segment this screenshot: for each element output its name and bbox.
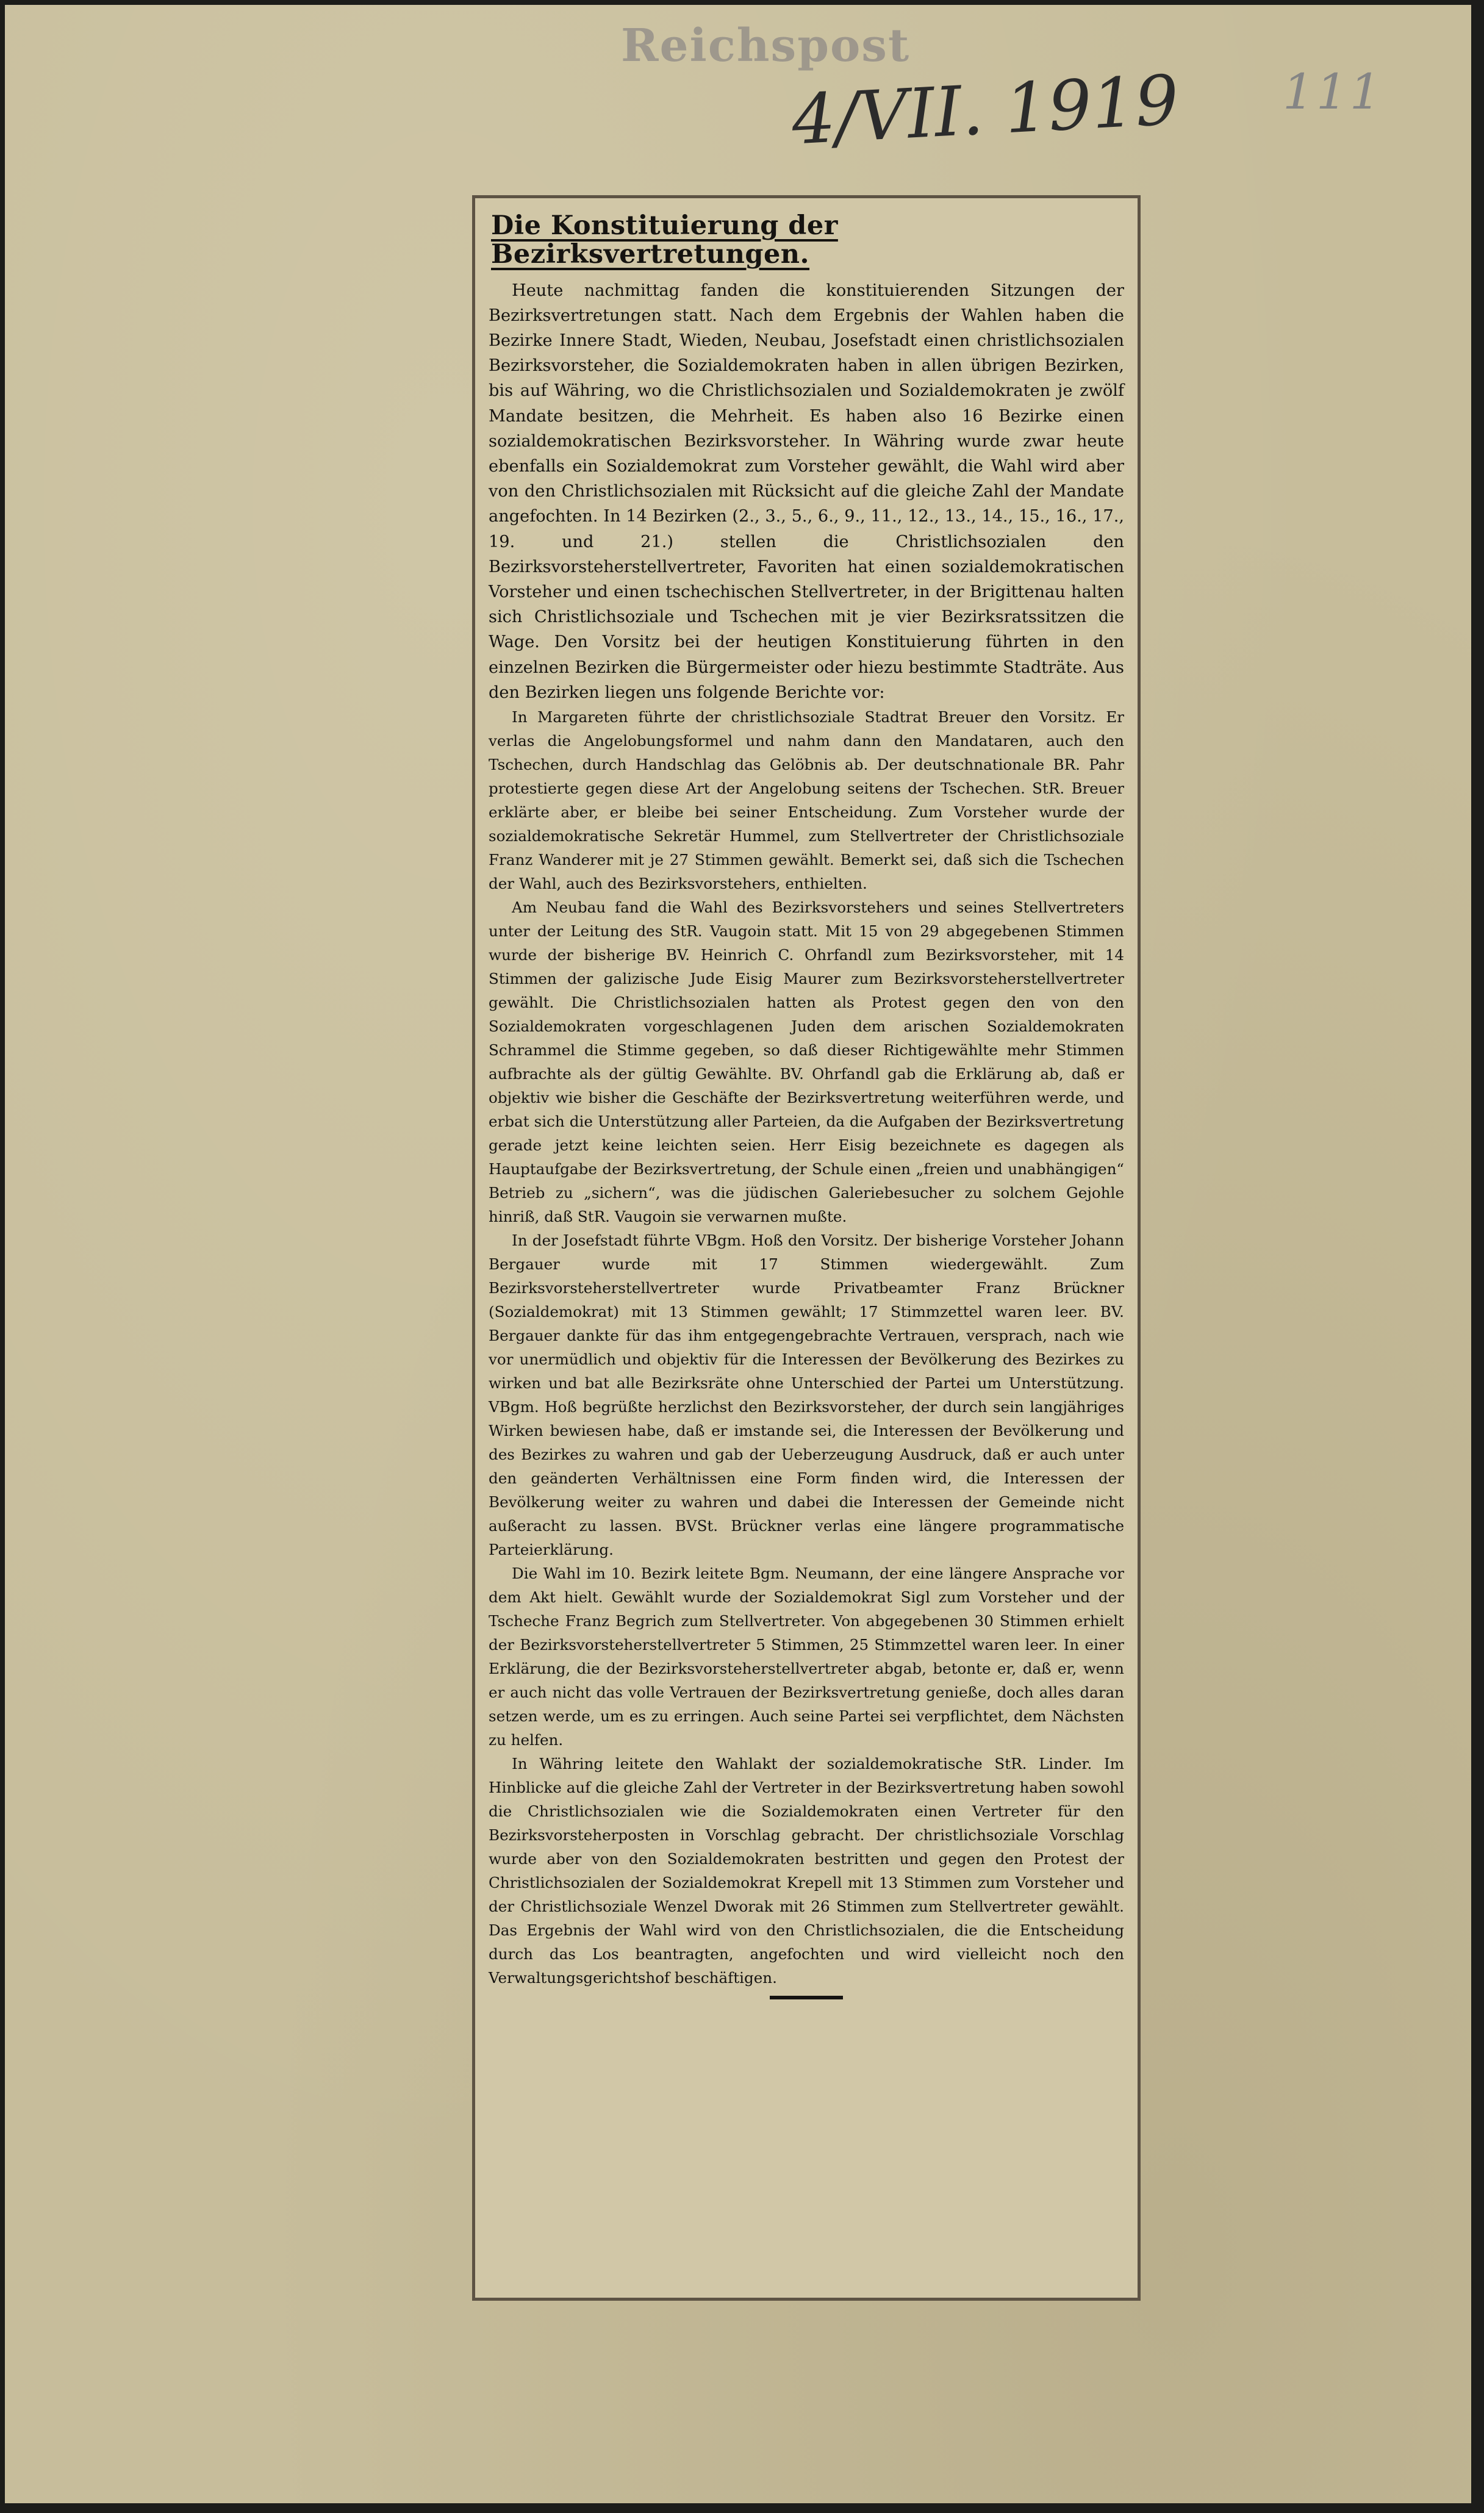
article-headline: Die Konstituierung der Bezirksvertretungen. (491, 210, 838, 270)
article-lead (489, 278, 1124, 705)
end-rule (770, 1996, 843, 1999)
paragraph-bezirk-10: Die Wahl im 10. Bezirk leitete Bgm. Neumann, der eine längere Ansprache vor dem Akt hielt. Gewählt wurde der Sozialdemokrat Sigl zum Vorsteher und der Tscheche Franz Begrich zum Stellvertreter. Von abgegebenen 30 Stimmen erhielt der Bezirksvorsteherstellvertreter 5 Stimmen, 25 Stimmzettel waren leer. In einer Erklärung, die der Bezirksvorsteherstellvertreter abgab, betonte er, daß er, wenn er auch nicht das volle Vertrauen der Bezirksvertretung genieße, doch alles daran setzen werde, um es zu erringen. Auch seine Partei sei verpflichtet, dem Nächsten zu helfen. (489, 1565, 1124, 1749)
newspaper-clipping (472, 195, 1141, 2301)
handwritten-date: 4/VII. 1919 (790, 60, 1181, 160)
paragraph-intro: Heute nachmittag fanden die konstituierenden Sitzungen der Bezirksvertretungen statt. Nach dem Ergebnis der Wahlen haben die Bezirke Innere Stadt, Wieden, Neubau, Josefstadt einen christlichsozialen Bezirksvorsteher, die Sozialdemokraten haben in allen übrigen Bezirken, bis auf Währing, wo die Christlichsozialen und Sozialdemokraten je zwölf Mandate besitzen, die Mehrheit. Es haben also 16 Bezirke einen sozialdemokratischen Bezirksvorsteher. In Währing wurde zwar heute ebenfalls ein Sozialdemokrat zum Vorsteher gewählt, die Wahl wird aber von den Christlichsozialen mit Rücksicht auf die gleiche Zahl der Mandate angefochten. In 14 Bezirken (2., 3., 5., 6., 9., 11., 12., 13., 14., 15., 16., 17., 19. und 21.) stellen die Christlichsozialen den Bezirksvorsteherstellvertreter, Favoriten hat einen sozialdemokratischen Vorsteher und einen tschechischen Stellvertreter, in der Brigittenau halten sich Christlichsoziale und Tschechen mit je vier Bezirksratssitzen die Wage. Den Vorsitz bei der heutigen Konstituierung führten in den einzelnen Bezirken die Bürgermeister oder hiezu bestimmte Stadträte. Aus den Bezirken liegen uns folgende Berichte vor: (489, 281, 1124, 702)
paragraph-neubau: Am Neubau fand die Wahl des Bezirksvorstehers und seines Stellvertreters unter der Leitung des StR. Vaugoin statt. Mit 15 von 29 abgegebenen Stimmen wurde der bisherige BV. Heinrich C. Ohrfandl zum Bezirksvorsteher, mit 14 Stimmen der galizische Jude Eisig Maurer zum Bezirksvorsteherstellvertreter gewählt. Die Christlichsozialen hatten als Protest gegen den von den Sozialdemokraten vorgeschlagenen Juden dem arischen Sozialdemokraten Schrammel die Stimme gegeben, so daß dieser Richtigewählte mehr Stimmen aufbrachte als der gültig Gewählte. BV. Ohrfandl gab die Erklärung ab, daß er objektiv wie bisher die Geschäfte der Bezirksvertretung weiterführen werde, und erbat sich die Unterstützung aller Parteien, da die Aufgaben der Bezirksvertretung gerade jetzt keine leichten seien. Herr Eisig bezeichnete es dagegen als Hauptaufgabe der Bezirksvertretung, der Schule einen „freien und unabhängigen“ Betrieb zu „sichern“, was die jüdischen Galeriebesucher zu solchem Gejohle hinriß, daß StR. Vaugoin sie verwarnen mußte. (489, 898, 1124, 1226)
paragraph-waehring: In Währing leitete den Wahlakt der sozialdemokratische StR. Linder. Im Hinblicke auf die gleiche Zahl der Vertreter in der Bezirksvertretung haben sowohl die Christlichsozialen wie die Sozialdemokraten einen Vertreter für den Bezirksvorsteherposten in Vorschlag gebracht. Der christlichsoziale Vorschlag wurde aber von den Sozialdemokraten bestritten und gegen den Protest der Christlichsozialen der Sozialdemokrat Krepell mit 13 Stimmen zum Vorsteher und der Christlichsoziale Wenzel Dworak mit 26 Stimmen zum Stellvertreter gewählt. Das Ergebnis der Wahl wird von den Christlichsozialen, die die Entscheidung durch das Los beantragten, angefochten und wird vielleicht noch den Verwaltungsgerichtshof beschäftigen. (489, 1755, 1124, 1987)
paragraph-margareten: In Margareten führte der christlichsoziale Stadtrat Breuer den Vorsitz. Er verlas die Angelobungsformel und nahm dann den Mandataren, auch den Tschechen, durch Handschlag das Gelöbnis ab. Der deutschnationale BR. Pahr protestierte gegen diese Art der Angelobung seitens der Tschechen. StR. Breuer erklärte aber, er bleibe bei seiner Entscheidung. Zum Vorsteher wurde der sozialdemokratische Sekretär Hummel, zum Stellvertreter der Christlichsoziale Franz Wanderer mit je 27 Stimmen gewählt. Bemerkt sei, daß sich die Tschechen der Wahl, auch des Bezirksvorstehers, enthielten. (489, 708, 1124, 893)
archive-sheet (5, 5, 1471, 2503)
pencil-page-number: 111 (1283, 63, 1383, 120)
paragraph-josefstadt: In der Josefstadt führte VBgm. Hoß den Vorsitz. Der bisherige Vorsteher Johann Bergauer wurde mit 17 Stimmen wiedergewählt. Zum Bezirksvorsteherstellvertreter wurde Privatbeamter Franz Brückner (Sozialdemokrat) mit 13 Stimmen gewählt; 17 Stimmzettel waren leer. BV. Bergauer dankte für das ihm entgegengebrachte Vertrauen, versprach, nach wie vor unermüdlich und objektiv für die Interessen der Bevölkerung des Bezirkes zu wirken und bat alle Bezirksräte ohne Unterschied der Partei um Unterstützung. VBgm. Hoß begrüßte herzlichst den Bezirksvorsteher, der durch sein langjähriges Wirken bewiesen habe, daß er imstande sei, die Interessen der Bevölkerung und des Bezirkes zu wahren und gab der Ueberzeugung Ausdruck, daß er auch unter den geänderten Verhältnissen eine Form finden wird, die Interessen der Bevölkerung weiter zu wahren und dabei die Interessen der Gemeinde nicht außeracht zu lassen. BVSt. Brückner verlas eine längere programmatische Parteierklärung. (489, 1231, 1124, 1559)
source-stamp: Reichspost (621, 20, 911, 72)
article-reports (489, 705, 1124, 1990)
